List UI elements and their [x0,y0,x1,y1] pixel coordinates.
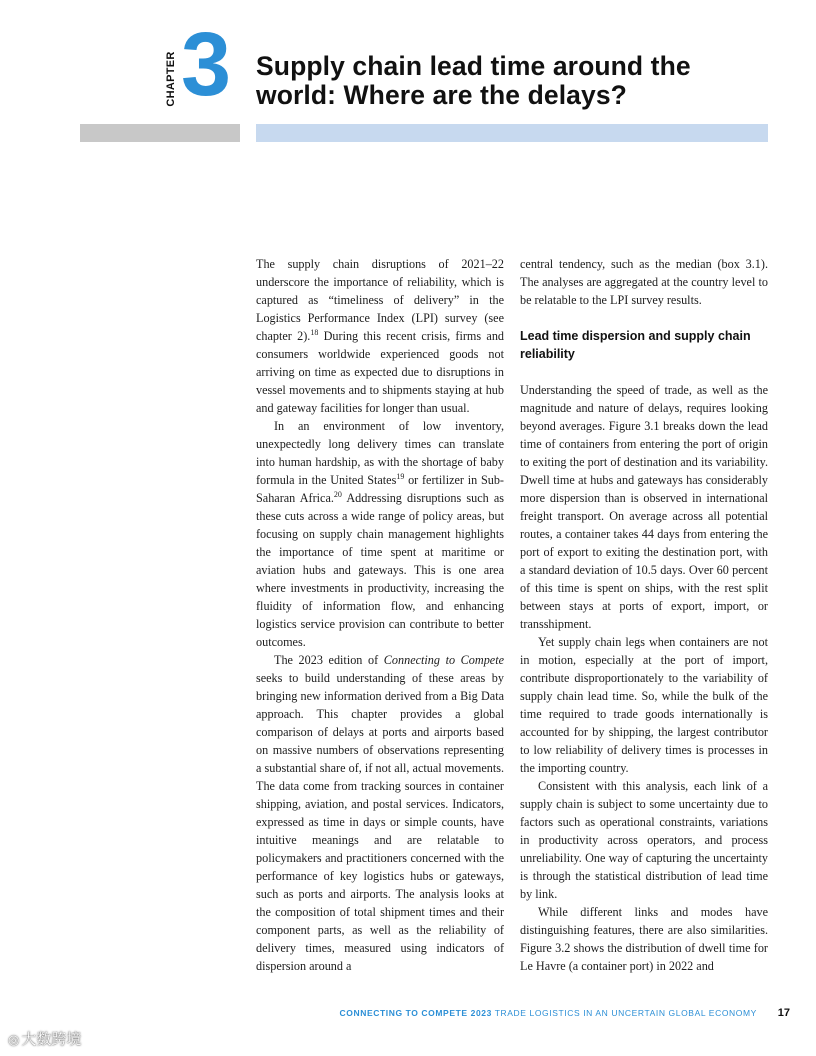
page-number: 17 [777,1007,790,1019]
right-column [520,255,768,975]
chapter-title-line2: world: Where are the delays? [256,80,627,110]
paragraph-1 [256,255,504,417]
footnote-ref-18: 18 [310,327,319,337]
paragraph-7: While different links and modes have distinguishing features, there are also similarities. Figure 3.2 shows the distribution of dwell time for Le Havre (a container port) in 2022 and [520,905,768,973]
header-blue-bar [256,124,768,142]
paragraph-2-text-c: Addressing disruptions such as these cuts across a wide range of policy areas, but focusing on supply chain management highlights the importance of time spent at maritime or aviation hubs and gateways. This is one area where investments in productivity, increasing the fluidity of information flow, and enhancing logistics service provision can contribute to better outcomes. [256,491,505,649]
paragraph-1-text-b: During this recent crisis, firms and consumers worldwide experienced goods not arriving on time as expected due to disruptions in vessel movements and to shipments staying at hub and gateway facilities for longer than usual. [256,329,505,415]
paragraph-2-text-b: or fertilizer in Sub-Saharan Africa. [256,473,504,505]
footer-subtitle: TRADE LOGISTICS IN AN UNCERTAIN GLOBAL ECONOMY [494,1008,757,1018]
footnote-ref-19: 19 [396,471,405,481]
footer-brand: CONNECTING TO COMPETE 2023 [339,1008,492,1018]
footnote-ref-20: 20 [333,489,342,499]
paragraph-2-text-a: In an environment of low inventory, unexpectedly long delivery times can translate into human hardship, as with the shortage of baby formula in the United States [256,419,504,487]
paragraph-6: Consistent with this analysis, each link of a supply chain is subject to some uncertainty due to factors such as operational constraints, variations in productivity across operators, and process unreliability. One way of capturing the uncertainty is through the statistical distribution of lead time by link. [520,779,768,901]
paragraph-3-text-b: seeks to build understanding of these areas by bringing new information derived from a Big Data approach. This chapter provides a global comparison of delays at ports and airports based on massive numbers of observations representing a substantial share of, if not all, actual movements. The data come from tracking sources in container shipping, aviation, and postal services. Indicators, expressed as time in days or simple counts, have intuitive meanings and are relatable to policymakers and practitioners concerned with the performance of key logistics hubs or gateways, such as ports and airports. The analysis looks at the composition of total shipment times and their component parts, as well as the reliability of delivery times, measured using indicators of dispersion around a [256,671,504,973]
chapter-label-text: CHAPTER [165,51,177,107]
paragraph-1-text-a: The supply chain disruptions of 2021–22 underscore the importance of reliability, which is captured as “timeliness of delivery” in the Logistics Performance Index (LPI) survey (see chapter 2). [256,257,504,343]
paragraph-3-text-a: The 2023 edition of [274,653,384,667]
section-heading: Lead time dispersion and supply chain reliability [520,329,751,361]
left-column [256,255,504,975]
header-gray-bar [80,124,240,142]
watermark-text: 大数跨境 [21,1030,82,1048]
publication-title: Connecting to Compete [383,653,504,667]
watermark-logo-icon: ◎ [8,1033,20,1048]
chapter-number: 3 [181,15,230,115]
watermark [8,1028,81,1049]
chapter-title-line1: Supply chain lead time around the [256,51,691,81]
paragraph-2 [256,417,504,651]
paragraph-5: Yet supply chain legs when containers are not in motion, especially at the port of import, contribute disproportionately to the variability of supply chain lead time. So, while the bulk of the time required to trade goods internationally is accounted for by shipping, the largest contributor to low reliability of delivery times is processes in the importing country. [520,635,768,775]
chapter-title [256,52,776,110]
paragraph-4: Understanding the speed of trade, as well as the magnitude and nature of delays, requires looking beyond averages. Figure 3.1 breaks down the lead time of containers from entering the port of origin to exiting the port of destination and its variability. Dwell time at hubs and gateways has considerably more dispersion than is observed in international freight transport. On average across all potential routes, a container takes 44 days from entering the port of export to exiting the destination port, with a standard deviation of 10.5 days. Over 60 percent of this time is spent on ships, with the rest split between stays at ports of export, import, or transshipment. [520,383,768,631]
page-footer [0,1007,790,1019]
paragraph-continued: central tendency, such as the median (box 3.1). The analyses are aggregated at the country level to be relatable to the LPI survey results. [520,257,768,307]
paragraph-3 [256,651,504,975]
